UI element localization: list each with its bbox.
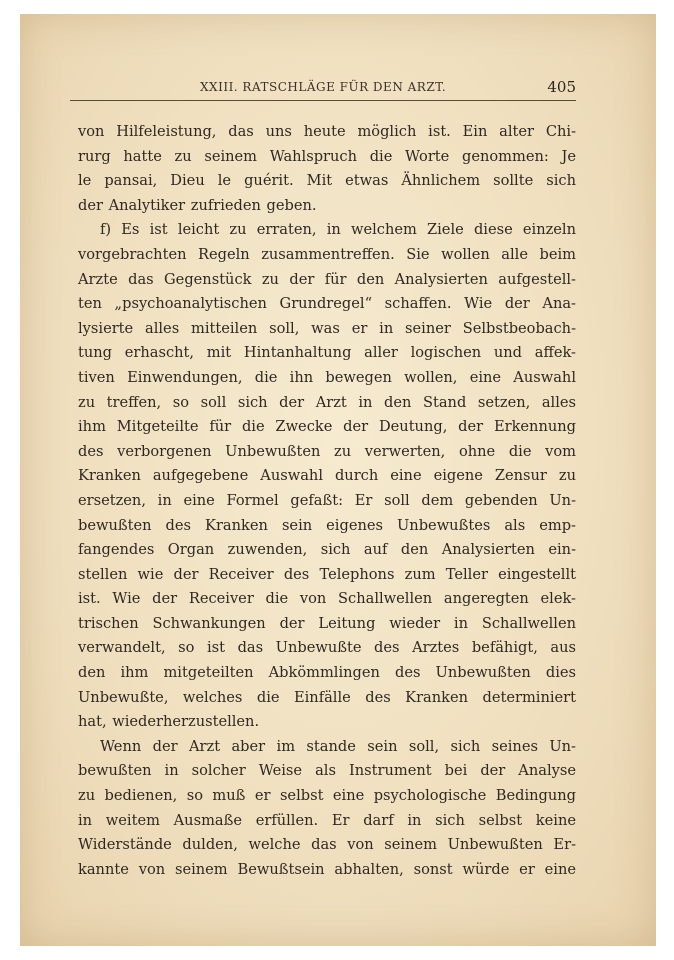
text-line: Arzte das Gegenstück zu der für den Analysierten aufgestell- (78, 270, 576, 288)
text-line: in weitem Ausmaße erfüllen. Er darf in sich selbst keine (78, 811, 576, 829)
page-header (70, 78, 576, 101)
text-line: Unbewußte, welches die Einfälle des Kranken determiniert (78, 688, 576, 706)
text-line: lysierte alles mitteilen soll, was er in seiner Selbstbeobach- (78, 319, 576, 337)
text-line: Wenn der Arzt aber im stande sein soll, sich seines Un- (100, 737, 576, 755)
running-title: XXIII. RATSCHLÄGE FÜR DEN ARZT. (200, 80, 447, 94)
body-text (78, 120, 576, 882)
text-line: rurg hatte zu seinem Wahlspruch die Worte genommen: Je (78, 147, 576, 165)
text-line: tung erhascht, mit Hintanhaltung aller logischen und affek- (78, 344, 576, 362)
text-line: zu bedienen, so muß er selbst eine psychologische Bedingung (78, 787, 576, 805)
text-line: ist. Wie der Receiver die von Schallwellen angeregten elek- (78, 590, 576, 608)
text-line: tiven Einwendungen, die ihn bewegen wollen, eine Auswahl (78, 368, 576, 386)
text-line: Widerstände dulden, welche das von seinem Unbewußten Er- (78, 836, 576, 854)
text-line: Kranken aufgegebene Auswahl durch eine eigene Zensur zu (78, 467, 576, 485)
text-line: den ihm mitgeteilten Abkömmlingen des Unbewußten dies (78, 664, 576, 682)
text-line: trischen Schwankungen der Leitung wieder in Schallwellen (78, 614, 576, 632)
text-line: ihm Mitgeteilte für die Zwecke der Deutung, der Erkennung (78, 418, 576, 436)
text-line: von Hilfeleistung, das uns heute möglich ist. Ein alter Chi- (78, 123, 576, 140)
text-line: der Analytiker zufrieden geben. (78, 196, 317, 214)
text-line: fangendes Organ zuwenden, sich auf den Analysierten ein- (78, 541, 576, 559)
text-line: le pansai, Dieu le guérit. Mit etwas Ähnlichem sollte sich (78, 172, 576, 190)
text-line: ersetzen, in eine Formel gefaßt: Er soll dem gebenden Un- (78, 491, 576, 509)
text-line: verwandelt, so ist das Unbewußte des Arztes befähigt, aus (78, 639, 576, 657)
text-line: f) Es ist leicht zu erraten, in welchem Ziele diese einzeln (100, 221, 576, 239)
text-line: hat, wiederherzustellen. (78, 713, 260, 731)
text-line: vorgebrachten Regeln zusammentreffen. Sie wollen alle beim (78, 245, 576, 263)
page-number: 405 (547, 78, 576, 96)
text-line: stellen wie der Receiver des Telephons zum Teller eingestellt (78, 565, 576, 583)
text-line: bewußten in solcher Weise als Instrument bei der Analyse (78, 762, 576, 780)
text-line: zu treffen, so soll sich der Arzt in den Stand setzen, alles (78, 393, 576, 411)
text-line: bewußten des Kranken sein eigenes Unbewußtes als emp- (78, 516, 576, 534)
text-line: kannte von seinem Bewußtsein abhalten, sonst würde er eine (78, 860, 576, 878)
text-line: des verborgenen Unbewußten zu verwerten, ohne die vom (78, 442, 576, 460)
text-line: ten „psychoanalytischen Grundregel“ schaffen. Wie der Ana- (78, 295, 576, 313)
